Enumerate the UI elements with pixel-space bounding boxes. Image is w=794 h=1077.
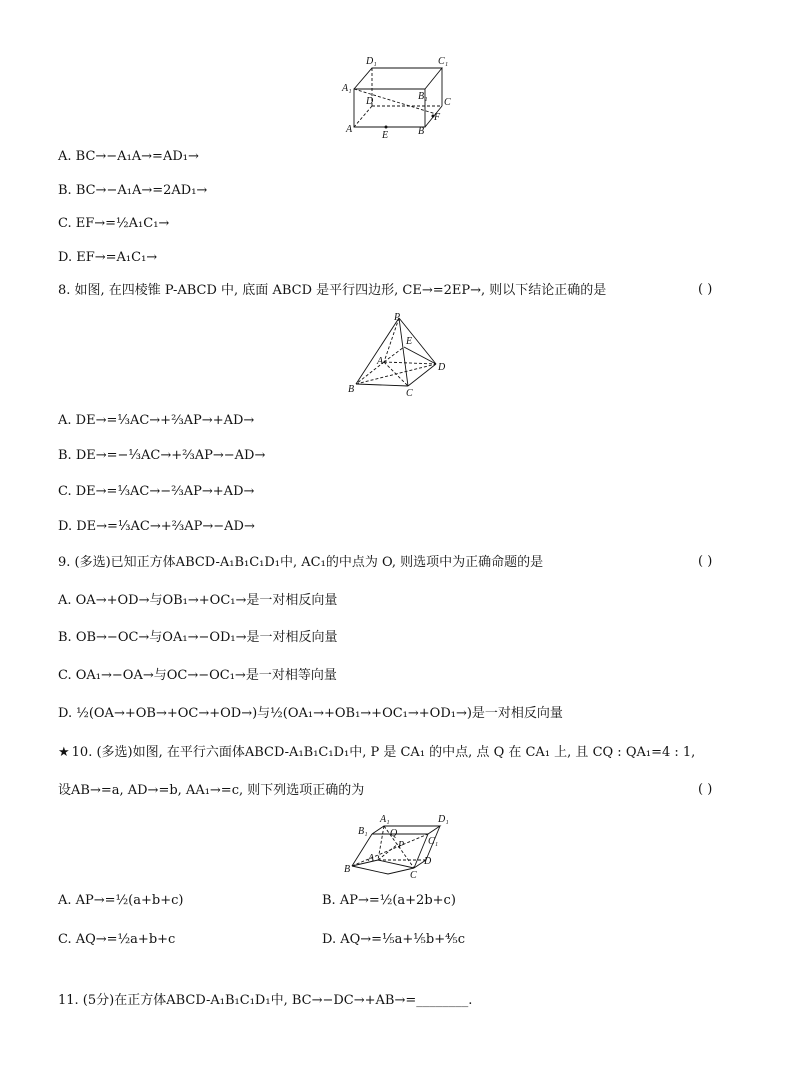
q10-figure [342, 812, 458, 878]
q8-label-B: B [348, 384, 355, 395]
q10-stem-text: 10. (多选)如图, 在平行六面体ABCD-A₁B₁C₁D₁中, P 是 CA₁ 的中点, 点 Q 在 CA₁ 上, 且 CQ : QA₁=4 : 1, [71, 745, 696, 760]
q7-label-E: E [382, 130, 389, 140]
q9-option-b: B. OB→−OC→与OA₁→−OD₁→是一对相反向量 [58, 630, 338, 645]
q7-label-B: B [418, 126, 425, 137]
q8-label-E: E [406, 336, 413, 347]
q10-label-C1: C₁ [428, 836, 439, 847]
q8-option-d: D. DE→=⅓AC→+⅔AP→−AD→ [58, 519, 255, 534]
q7-label-F: F [434, 112, 441, 123]
q10-label-D1: D₁ [438, 814, 449, 825]
q10-label-P: P [398, 840, 405, 851]
q7-label-D: D [366, 96, 374, 107]
q7-option-a: A. BC→−A₁A→=AD₁→ [58, 149, 199, 164]
q10-option-c: C. AQ→=½a+b+c [58, 932, 176, 947]
q8-label-P: P [394, 312, 401, 323]
q8-option-b: B. DE→=−⅓AC→+⅔AP→−AD→ [58, 448, 266, 463]
q8-option-c: C. DE→=⅓AC→−⅔AP→+AD→ [58, 484, 255, 499]
q10-stem [58, 744, 695, 762]
q7-label-C1: C₁ [438, 56, 449, 67]
q7-label-A: A [346, 124, 353, 135]
q7-figure [338, 54, 458, 140]
q8-figure [344, 312, 454, 398]
q7-option-d: D. EF→=A₁C₁→ [58, 250, 158, 265]
q8-label-A: A [377, 356, 384, 367]
q8-answer-paren: ( ) [698, 282, 713, 297]
q9-option-c: C. OA₁→−OA→与OC→−OC₁→是一对相等向量 [58, 668, 337, 683]
q7-option-c: C. EF→=½A₁C₁→ [58, 216, 170, 231]
q9-answer-paren: ( ) [698, 554, 713, 569]
q8-stem: 8. 如图, 在四棱锥 P-ABCD 中, 底面 ABCD 是平行四边形, CE→=2EP→, 则以下结论正确的是 [58, 283, 607, 298]
star-icon: ★ [58, 745, 70, 760]
q7-label-B1: B₁ [418, 91, 428, 102]
q10-label-A1: A₁ [380, 814, 390, 825]
q10-label-B: B [344, 864, 351, 875]
q8-option-a: A. DE→=⅓AC→+⅔AP→+AD→ [58, 413, 255, 428]
q8-label-C: C [406, 388, 413, 398]
q8-label-D: D [438, 362, 446, 373]
q9-option-d: D. ½(OA→+OB→+OC→+OD→)与½(OA₁→+OB₁→+OC₁→+OD₁→)是一对相反向量 [58, 706, 563, 721]
q7-label-C: C [444, 97, 451, 108]
q11-stem: 11. (5分)在正方体ABCD-A₁B₁C₁D₁中, BC→−DC→+AB→=________. [58, 993, 473, 1008]
q7-option-b: B. BC→−A₁A→=2AD₁→ [58, 183, 208, 198]
q10-label-D: D [424, 856, 432, 867]
q10-answer-paren: ( ) [698, 782, 713, 797]
q7-label-A1: A₁ [342, 83, 352, 94]
q10-stem-2: 设AB→=a, AD→=b, AA₁→=c, 则下列选项正确的为 [58, 783, 365, 798]
q10-option-d: D. AQ→=⅕a+⅕b+⅘c [322, 932, 465, 947]
q9-stem: 9. (多选)已知正方体ABCD-A₁B₁C₁D₁中, AC₁的中点为 O, 则选项中为正确命题的是 [58, 555, 544, 570]
q10-label-B1: B₁ [358, 826, 368, 837]
q10-label-C: C [410, 870, 417, 878]
q9-option-a: A. OA→+OD→与OB₁→+OC₁→是一对相反向量 [58, 593, 338, 608]
q7-label-D1: D₁ [366, 56, 377, 67]
q10-option-a: A. AP→=½(a+b+c) [58, 893, 184, 908]
q10-label-Q: Q [390, 828, 398, 839]
q10-option-b: B. AP→=½(a+2b+c) [322, 893, 456, 908]
q10-label-A: A [368, 853, 375, 864]
